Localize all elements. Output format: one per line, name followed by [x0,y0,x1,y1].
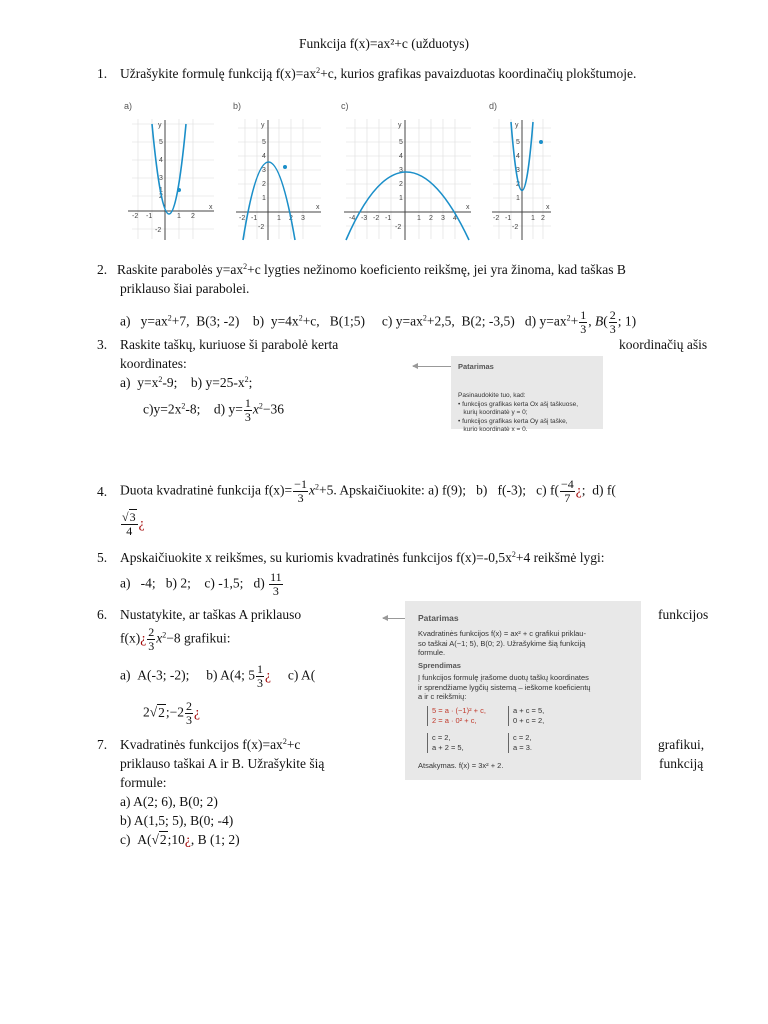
q6-options: a) A(-3; -2); b) A(4; 5 $\frac{1}{3}$ ¿ c) A( [120,662,316,690]
arrow-icon [383,618,405,619]
q3-line1: Raskite taškų, kuriuose ši parabolė kerta [120,337,339,352]
q6-line2: f(x)¿ $\frac{2}{3}$ $x^2-8$ grafikui: [120,625,231,653]
q4-d-value: $\frac{√3}{4}$ ¿ [122,510,145,538]
q5-number: 5. [97,550,108,565]
q7-line3: formule: [120,775,167,790]
svg-text:-1: -1 [251,215,258,222]
graph-label-b: b) [233,101,242,111]
svg-text:3: 3 [441,215,445,222]
solution-heading: Sprendimas [418,661,461,670]
q6-line1-right: funkcijos [658,607,709,622]
graph-d [489,114,554,242]
svg-text:1: 1 [177,213,181,220]
q2-line2: priklauso šiai parabolei. [120,281,250,296]
svg-text:1: 1 [277,215,281,222]
q3-options-row2: $c)y=2x^2-8$; d) y= $\frac{1}{3}$ $x^2-36$ [143,396,284,424]
svg-text:1: 1 [531,215,535,222]
q3-line2: koordinates: [120,356,187,371]
svg-text:-1: -1 [385,215,392,222]
graph-label-d: d) [489,101,498,111]
q5-text: Apskaičiuokite x reikšmes, su kuriomis kvadratinės funkcijos $f(x)=-0,5x^2+4$ reikšmė lygi: [120,550,605,565]
graph-label-c: c) [341,101,349,111]
svg-text:x: x [209,204,213,211]
svg-text:y: y [261,122,265,129]
svg-text:5: 5 [399,139,403,146]
tip-heading: Patarimas [458,362,494,371]
q3-options-row1: a) $y=x^2-9$; b) $y=25-x^2$; [120,375,253,390]
svg-text:2: 2 [429,215,433,222]
q7-line2: priklauso taškai A ir B. Užrašykite šią [120,756,325,771]
svg-text:-2: -2 [493,215,500,222]
svg-text:2: 2 [541,215,545,222]
svg-text:x: x [546,204,550,211]
svg-text:3: 3 [262,167,266,174]
q4-number: 4. [97,484,108,499]
svg-text:1: 1 [159,187,163,194]
q1-text: Užrašykite formulę funkciją $f(x)=ax^2+c$, kurios grafikas pavaizduotas koordinačių plokštumoje. [120,66,637,81]
q7-line1-right: grafikui, [658,737,705,752]
svg-text:-2: -2 [395,224,402,231]
q3-number: 3. [97,337,108,352]
svg-text:y: y [515,122,519,129]
tip-box-2 [405,601,641,780]
graph-b [233,114,325,242]
equation-system-2: a + c = 5, 0 + c = 2, [508,706,544,726]
svg-text:4: 4 [516,153,520,160]
q7-option-a: a) A(2; 6), B(0; 2) [120,794,218,809]
svg-text:x: x [466,204,470,211]
svg-text:1: 1 [417,215,421,222]
svg-text:1: 1 [516,195,520,202]
q5-options: a) -4; b) 2; c) -1,5; d) $\frac{11}{3}$ [120,570,282,598]
q7-line2-right: funkciją [659,756,704,771]
svg-text:4: 4 [159,157,163,164]
q4-text: Duota kvadratinė funkcija f(x)= $\frac{-1}{3}$ $x^2+5$. Apskaičiuokite: a) f(9); b) f(-3); c) f( $\frac{-4}{7}$ ¿; d) f( [120,477,616,505]
svg-text:3: 3 [159,175,163,182]
svg-text:4: 4 [453,215,457,222]
solution-body: Į funkcijos formulę įrašome duotų taškų koordinates ir sprendžiame lygčių sistemą – ieškome koeficientų a ir c reikšmių: [418,673,591,701]
tip-body: Kvadratinės funkcijos f(x) = ax² + c grafikui priklau- so taškai A(−1; 5), B(0; 2). Užrašykime šią funkciją formule. [418,629,586,657]
q2-number: 2. [97,262,108,277]
svg-text:2: 2 [399,181,403,188]
svg-text:5: 5 [262,139,266,146]
graph-label-a: a) [124,101,133,111]
svg-text:y: y [398,122,402,129]
svg-text:-2: -2 [155,227,162,234]
q7-number: 7. [97,737,108,752]
svg-text:-2: -2 [258,224,265,231]
svg-text:-2: -2 [239,215,246,222]
q6-number: 6. [97,607,108,622]
svg-text:-1: -1 [146,213,153,220]
svg-text:5: 5 [159,139,163,146]
q2-line1: Raskite parabolės $y=ax^2+c$ lygties nežinomo koeficiento reikšmę, jei yra žinoma, kad taškas B [117,262,626,277]
q3-line1-right: koordinačių ašis [619,337,708,352]
equation-system-1: 5 = a · (−1)² + c, 2 = a · 0² + c, [427,706,486,726]
q2-options: a) $y=ax^2+7$, B(3; -2) b) $y=4x^2+c$, B(1;5) c) $y=ax^2+2,5$, B(2; -3,5) d) $y=ax^2+$ $\frac{1}{3}$ , B( $\frac{2}{3}$ ; 1) [120,308,637,336]
svg-text:-2: -2 [132,213,139,220]
svg-text:4: 4 [262,153,266,160]
equation-system-4: c = 2, a = 3. [508,733,532,753]
arrow-icon [413,366,451,367]
svg-text:1: 1 [399,195,403,202]
svg-text:2: 2 [262,181,266,188]
graph-c [341,114,475,242]
svg-text:-1: -1 [505,215,512,222]
svg-text:3: 3 [399,167,403,174]
q6-line1: Nustatykite, ar taškas A priklauso [120,607,302,622]
svg-text:4: 4 [399,153,403,160]
equation-system-3: c = 2, a + 2 = 5, [427,733,464,753]
svg-text:-4: -4 [349,215,356,222]
svg-text:-3: -3 [361,215,368,222]
q7-option-b: b) A(1,5; 5), B(0; -4) [120,813,234,828]
svg-text:x: x [316,204,320,211]
tip-body: Pasinaudokite tuo, kad: • funkcijos grafikas kerta Ox ašį taškuose, kurių koordinatė y = 0; • funkcijos grafikas kerta Oy ašį taške, kurio koordinatė x = 0. [458,392,579,433]
svg-text:3: 3 [301,215,305,222]
q6-option-c-value: 2√2;−2 $\frac{2}{3}$ ¿ [143,699,201,727]
q7-line1: Kvadratinės funkcijos $f(x)=ax^2+c$ [120,737,301,752]
tip-heading: Patarimas [418,613,459,623]
svg-text:2: 2 [191,213,195,220]
page-title: Funkcija f(x)=ax²+c (užduotys) [299,36,469,51]
tip-box-1 [451,356,603,433]
svg-text:-2: -2 [373,215,380,222]
svg-text:3: 3 [516,167,520,174]
svg-text:2: 2 [289,215,293,222]
svg-text:2: 2 [516,181,520,188]
svg-text:y: y [158,122,162,129]
graph-a [124,114,219,242]
svg-text:2: 2 [159,193,163,200]
svg-text:5: 5 [516,139,520,146]
q1-number: 1. [97,66,108,81]
answer-text: Atsakymas. f(x) = 3x² + 2. [418,761,504,770]
q7-option-c: c) A(√2;10¿, B (1; 2) [120,832,240,847]
svg-text:1: 1 [262,195,266,202]
svg-text:-2: -2 [512,224,519,231]
